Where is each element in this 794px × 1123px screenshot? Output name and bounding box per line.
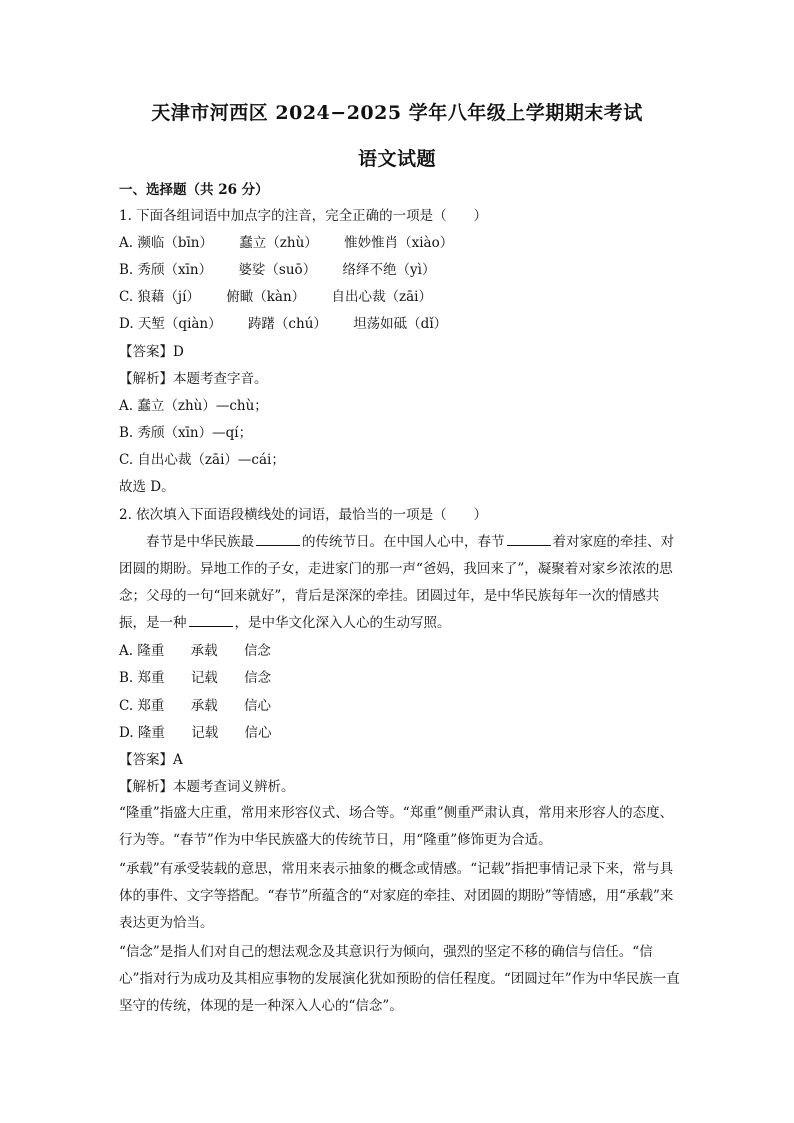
option-c-word-2: 承载 [190,698,218,714]
question-2-option-b [119,668,271,688]
option-b-word-1: B. 秀颀（xīn） [119,262,213,278]
option-b-word-1: B. 郑重 [119,670,165,686]
answer-blank [507,531,551,546]
passage-text: 着对家庭的牵挂、对团圆的期盼。异地工作的子女，走进家门的那一声“爸妈，我回来了”，凝聚着对家乡浓浓的思念；父母的一句“回来就好”，背后是深深的牵挂。团圆过年，是中华民族每年一次的情感共振，是一种 [119,534,674,631]
question-2-analysis-para: “信念”是指人们对自己的想法观念及其意识行为倾向，强烈的坚定不移的确信与信任。“信心”指对行为成功及其相应事物的发展演化犹如预盼的信任程度。“团圆过年”作为中华民族一直坚守的传统，体现的是一种深入人心的“信念”。 [119,944,680,1014]
question-2-answer: 【答案】A [119,752,183,768]
answer-blank [189,612,233,627]
option-c-word-2: 俯瞰（kàn） [226,289,306,305]
option-b-word-2: 婆娑（suō） [238,262,317,278]
option-d-word-2: 踌躇（chú） [247,316,327,332]
question-2-option-d [119,723,272,743]
option-c-word-1: C. 郑重 [119,698,165,714]
option-d-word-2: 记载 [191,725,219,741]
option-a-word-1: A. 濒临（bīn） [119,235,213,251]
question-1-option-d [119,314,447,334]
option-d-word-1: D. 隆重 [119,725,165,741]
option-a-word-3: 惟妙惟肖（xiào） [344,235,454,251]
question-2-analysis-para: “隆重”指盛大庄重，常用来形容仪式、场合等。“郑重”侧重严肃认真，常用来形容人的态度、行为等。“春节”作为中华民族盛大的传统节日，用“隆重”修饰更为合适。 [119,805,674,848]
option-a-word-3: 信念 [243,643,271,659]
question-1-analysis-line: C. 自出心裁（zāi）—cái； [119,452,285,468]
option-b-word-3: 信念 [244,670,272,686]
passage-text: 的传统节日。在中国人心中，春节 [302,534,505,550]
question-2-analysis-para: “承载”有承受装载的意思，常用来表示抽象的概念或情感。“记载”指把事情记录下来，常与具体的事件、文字等搭配。“春节”所蕴含的“对家庭的牵挂、对团圆的期盼”等情感，用“承载”来表达更为恰当。 [119,861,674,931]
question-2-passage [119,529,684,637]
question-1-option-c [119,287,432,307]
question-2-analysis-intro: 【解析】本题考查词义辨析。 [119,779,295,795]
question-1-stem: 1. 下面各组词语中加点字的注音，完全正确的一项是（ ） [119,208,488,224]
option-b-word-3: 络绎不绝（yì） [342,262,436,278]
question-2-option-c [119,696,271,716]
answer-blank [256,531,300,546]
option-c-word-1: C. 狼藉（jí） [119,289,200,305]
question-1-option-a [119,233,453,253]
question-2-option-a [119,641,271,661]
exam-title: 天津市河西区 2024−2025 学年八年级上学期期末考试 [151,102,643,124]
question-1-analysis-line: A. 蠢立（zhù）—chù； [119,398,268,414]
question-2-stem: 2. 依次填入下面语段横线处的词语，最恰当的一项是（ ） [119,507,488,523]
question-1-analysis-intro: 【解析】本题考查字音。 [119,371,268,387]
question-1-analysis-line: B. 秀颀（xīn）—qí； [119,425,253,441]
question-1-conclusion: 故选 D。 [119,479,175,495]
option-c-word-3: 自出心裁（zāi） [331,289,432,305]
option-a-word-2: 承载 [190,643,218,659]
option-a-word-2: 蠢立（zhù） [239,235,318,251]
question-1-option-b [119,260,435,280]
passage-text: 春节是中华民族最 [146,534,254,550]
option-a-word-1: A. 隆重 [119,643,165,659]
exam-subtitle: 语文试题 [357,148,436,170]
option-d-word-3: 坦荡如砥（dǐ） [353,316,448,332]
option-b-word-2: 记载 [190,670,218,686]
section-heading: 一、选择题（共 26 分） [119,182,269,198]
option-c-word-3: 信心 [244,698,272,714]
option-d-word-3: 信心 [244,725,272,741]
passage-text: ，是中华文化深入人心的生动写照。 [234,615,451,631]
question-1-answer: 【答案】D [119,344,184,360]
option-d-word-1: D. 天堑（qiàn） [119,316,222,332]
